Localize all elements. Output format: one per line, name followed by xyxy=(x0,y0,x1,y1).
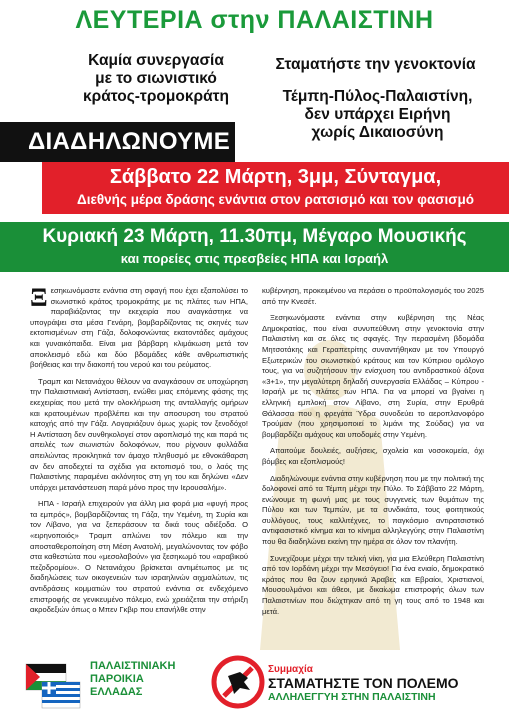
slogan-line: Τέμπη-Πύλος-Παλαιστίνη, xyxy=(282,88,473,105)
demonstrate-label: ΔΙΑΔΗΛΩΝΟΥΜΕ xyxy=(28,128,231,155)
slogan-no-cooperation xyxy=(66,52,246,106)
org-line: ΕΛΛΑΔΑΣ xyxy=(90,686,143,698)
article-paragraph: Τραμπ και Νετανιάχου θέλουν να αναγκάσουν σε υποχώρηση την Παλαιστινιακή Αντίσταση, ενώθει μιας επόμενης φάσης της εκεχειρίας που μετά την ολοκλήρωση της ανταλλαγής ομήρων και κρατουμένων προβλέπει και την αποσυρση του στρατού κατοχής από την Γάζα. Λογαριάζουν όμως χωρίς τον ξενοδόχο! Η Αντίσταση δεν συνθηκολογεί στον αφοπλισμό της και παρά τις απειλές των σιωνιστών δολοφόνων, που ρίχνουν φυλλάδια απειλώντας προκλητικά τον άμαχο πληθυσμό με εθνοκάθαρση αν δεν αποδεχτεί τα σχέδια για εκτοπισμό του, ο λαός της Παλαιστίνης παραμένει ακλόνητος στη γη του και δηλώνει «Δεν υπάρχει μετανάστευση παρά μόνο προς την Ιερουσαλήμ». xyxy=(30,376,248,492)
paragraph-text: εσηκωνόμαστε ενάντια στη σφαγή που έχει εξαπολύσει το σιωνιστικό κράτος τρομοκράτης με τις πλάτες των ΗΠΑ, παραβιάζοντας την εκεχειρία που αναγκάστηκε να υπογράψει στα μέσα Γενάρη, βομβαρδίζοντας τις σκηνές των εκτοπισμένων στη Γάζα, δολοφονώντας εκατοντάδες αμάχους και γυναικόπαιδα. Είναι μια βάρβαρη κλιμάκωση μετά τον αποκλεισμό εδώ και δύο βδομάδες κάθε ανθρωπιστικής βοήθειας και την διακοπή του νερού και του ρεύματος. xyxy=(30,286,248,370)
article-paragraph: Ξεσηκωνόμαστε ενάντια στην κυβέρνηση της Νέας Δημοκρατίας, που είναι συνυπεύθυνη στην γενοκτονία στην Παλαιστίνη και σε όλες τις σφαγές. Την περασμένη βδομάδα Μητσοτάκης και Γεραπετρίτης συναντήθηκαν με τον Υπουργό Εξωτερικών του σιωνιστικού κράτους και τον Κύπριου ομόλογο τους, για να συζητήσουν την ενίσχυση του αντιδραστικού άξονα «3+1», την μεγαλύτερη δηλαδή συνεργασία Ελλάδας – Κύπρου - Ισραήλ με τις πλάτες των ΗΠΑ. Για να μπορεί να βγαίνει η ελληνική εμπλοκή στον Λίβανο, στη Συρία, στην Ερυθρά Θάλασσα που η φρεγάτα Ύδρα συνοδεύει το αεροπλανοφόρο Τρούμαν (που χρησιμοποιεί το λιμάνι της Σούδας) για να βομβαρδίζει αμάχους και υποδομές στην Υεμένη. xyxy=(262,313,484,439)
article-paragraph: Συνεχίζουμε μέχρι την τελική νίκη, για μια Ελεύθερη Παλαιστίνη από τον Ιορδάνη μέχρι την Μεσόγειο! Για ένα ενιαίο, δημοκρατικό κράτος που θα ζουν ειρηνικά Άραβες και Εβραίοι, Χριστιανοί, Μουσουλμάνοι και άθεοι, με δικαίωμα επιστροφής όλων των Παλαιστινίων που διώχτηκαν από τη γη τους από το 1948 και μετά. xyxy=(262,553,484,616)
slogan-line: Καμία συνεργασία xyxy=(88,52,224,69)
coalition-title: ΣΤΑΜΑΤΗΣΤΕ ΤΟΝ ΠΟΛΕΜΟ xyxy=(268,675,459,691)
slogan-line: δεν υπάρχει Ειρήνη xyxy=(304,106,451,123)
stop-the-war-logo-icon xyxy=(210,652,266,712)
demonstrate-banner xyxy=(0,122,235,162)
article-paragraph: Απαιτούμε δουλειές, αυξήσεις, σχολεία και νοσοκομεία, όχι βόμβες και εξοπλισμούς! xyxy=(262,446,484,466)
drop-cap: Ξ xyxy=(30,283,48,312)
page-title: ΛΕΥΤΕΡΙΑ στην ΠΑΛΑΙΣΤΙΝΗ xyxy=(75,6,434,34)
saturday-event-date: Σάββατο 22 Μάρτη, 3μμ, Σύνταγμα, xyxy=(109,166,442,188)
palestinian-community-logo-icon xyxy=(22,656,86,716)
palestinian-community-name xyxy=(90,660,210,699)
article-left-column xyxy=(30,283,248,622)
article-paragraph xyxy=(30,283,248,371)
slogan-tempi-pylos xyxy=(250,88,505,142)
coalition-subtitle: ΑΛΛΗΛΕΓΓΥΗ ΣΤΗΝ ΠΑΛΑΙΣΤΙΝΗ xyxy=(268,691,436,703)
sunday-event-date: Κυριακή 23 Μάρτη, 11.30πμ, Μέγαρο Μουσικής xyxy=(42,226,467,247)
stop-the-war-coalition-name xyxy=(268,664,498,704)
org-line: ΠΑΛΑΙΣΤΙΝΙΑΚΗ xyxy=(90,660,176,672)
article-paragraph: ΗΠΑ - Ισραήλ επιχειρούν για άλλη μια φορά μια «φυγή προς τα εμπρός», βομβαρδίζοντας τη Γάζα, την Υεμένη, τη Συρία και τον Λίβανο, για να ξεπεράσουν τα δικά τους αδιέξοδα. Ο «ειρηνοποιός» Τραμπ απλώνει τον πόλεμο και την αποσταθεροποίηση στη Μέση Ανατολή, μεγαλώνοντας τον φόβο στα καθεστώτα που «μεσολαβούν» για ξεσηκωμό του «αραβικού πεζοδρομίου». Ο Νετανιάχου βρίσκεται αντιμέτωπος με τις διαδηλώσεις των οικογενειών των ισραηλινών αιχμαλώτων, τις αντιδράσεις κομματιών του στρατού ενάντια σε ενδεχόμενο επιστροφής σε γενικευμένο πόλεμο, ενώ χρειάζεται την στήριξη ακροδεξιών όπως ο Μπεν Γκβιρ που επανήλθε στην xyxy=(30,499,248,615)
coalition-label: Συμμαχία xyxy=(268,664,313,675)
org-line: ΠΑΡΟΙΚΙΑ xyxy=(90,673,144,685)
slogan-line: κράτος-τρομοκράτη xyxy=(82,88,229,105)
slogan-line: χωρίς Δικαιοσύνη xyxy=(311,124,444,141)
slogan-stop-genocide: Σταματήστε την γενοκτονία xyxy=(275,56,476,73)
article-paragraph: κυβέρνηση, προκειμένου να περάσει ο προϋπολογισμός του 2025 από την Κνεσέτ. xyxy=(262,286,484,306)
sunday-event-banner xyxy=(0,222,509,272)
saturday-event-subtitle: Διεθνής μέρα δράσης ενάντια στον ρατσισμό και τον φασισμό xyxy=(77,192,474,207)
article-right-column xyxy=(262,286,484,623)
article-paragraph: Διαδηλώνουμε ενάντια στην κυβέρνηση που με την πολιτική της δολοφονεί από τα Τέμπη μέχρι την Πύλο. Το Σάββατο 22 Μάρτη, ενώνουμε τη φωνή μας με τους συγγενείς των θυμάτων της Πύλου και των Τεμπών, με τα συνδικάτα, τους φοιτητικούς συλλόγους, τους καλλιτέχνες, το παγκόσμιο αντιρατσιστικό αντιφασιστικό κίνημα και το κίνημα αλληλεγγύης στην Παλαιστίνη που θα διαδηλώνει εκείνη την ημέρα σε όλον τον πλανήτη. xyxy=(262,473,484,547)
sunday-event-subtitle: και πορείες στις πρεσβείες ΗΠΑ και Ισραήλ xyxy=(120,251,389,266)
saturday-event-banner xyxy=(42,162,509,214)
slogan-line: με το σιωνιστικό xyxy=(95,70,217,87)
